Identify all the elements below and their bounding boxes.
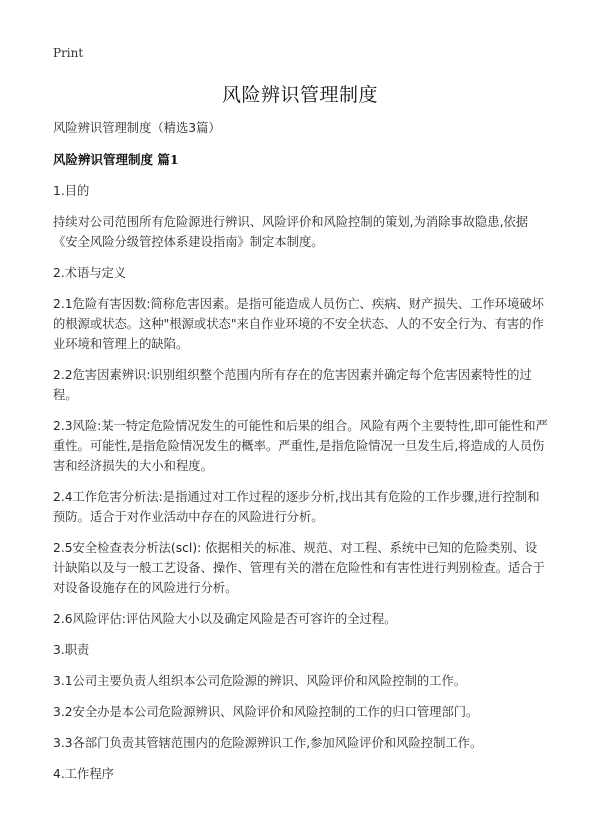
print-link[interactable]: Print	[53, 46, 84, 60]
paragraph-duty-3-2: 3.2安全办是本公司危险源辨识、风险评价和风险控制的工作的归口管理部门。	[53, 705, 479, 719]
document-body	[53, 118, 549, 795]
section-title: 风险辨识管理制度 篇1	[53, 152, 179, 167]
paragraph-duty-3-3: 3.3各部门负责其管辖范围内的危险源辨识工作,参加风险评价和风险控制工作。	[53, 736, 483, 750]
paragraph-term-2-2: 2.2危害因素辨识:识别组织整个范围内所有存在的危害因素并确定每个危害因素特性的过程。	[53, 368, 532, 402]
heading-terms: 2.术语与定义	[53, 266, 127, 280]
paragraph-term-2-1: 2.1危险有害因数:简称危害因素。是指可能造成人员伤亡、疾病、财产损失、工作环境破坏的根源或状态。这种"根源或状态"来自作业环境的不安全状态、人的不安全行为、有害的作业环境和管理上的缺陷。	[53, 297, 544, 351]
paragraph-term-2-5: 2.5安全检查表分析法(scl): 依据相关的标准、规范、对工程、系统中已知的危险类别、设计缺陷以及与一般工艺设备、操作、管理有关的潜在危险性和有害性进行判别检查。适合于对设备设施存在的风险进行分析。	[53, 541, 545, 595]
heading-procedure: 4.工作程序	[53, 767, 114, 781]
document-subtitle: 风险辨识管理制度（精选3篇）	[53, 121, 221, 135]
paragraph-term-2-6: 2.6风险评估:评估风险大小以及确定风险是否可容许的全过程。	[53, 612, 397, 626]
heading-responsibilities: 3.职责	[53, 643, 90, 657]
heading-purpose: 1.目的	[53, 184, 90, 198]
paragraph-duty-3-1: 3.1公司主要负责人组织本公司危险源的辨识、风险评价和风险控制的工作。	[53, 674, 467, 688]
paragraph-term-2-4: 2.4工作危害分析法:是指通过对工作过程的逐步分析,找出其有危险的工作步骤,进行控制和预防。适合于对作业活动中存在的风险进行分析。	[53, 490, 540, 524]
document-title: 风险辨识管理制度	[221, 84, 378, 106]
paragraph-purpose: 持续对公司范围所有危险源进行辨识、风险评价和风险控制的策划,为消除事故隐患,依据《安全风险分级管控体系建设指南》制定本制度。	[53, 215, 529, 249]
paragraph-term-2-3: 2.3风险:某一特定危险情况发生的可能性和后果的组合。风险有两个主要特性,即可能性和严重性。可能性,是指危险情况发生的概率。严重性,是指危险情况一旦发生后,将造成的人员伤害和经济损失的大小和程度。	[53, 419, 548, 473]
